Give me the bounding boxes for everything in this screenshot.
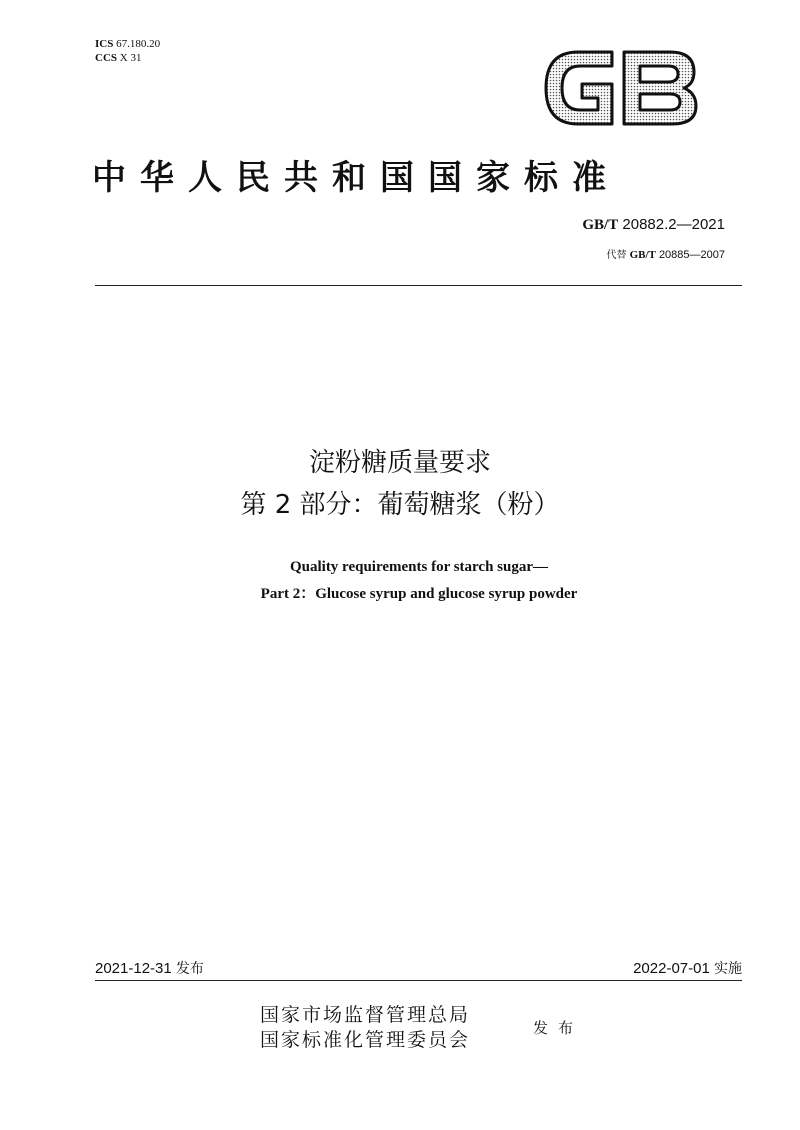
ccs-code: CCS X 31	[95, 52, 142, 64]
publish-label: 发布	[533, 1019, 584, 1037]
issuer-sac: 国家标准化管理委员会	[260, 1029, 471, 1051]
standard-number: GB/T 20882.2—2021	[582, 216, 725, 233]
classification-codes	[95, 37, 160, 65]
title-zh-line2: 第 2 部分：葡萄糖浆（粉）	[240, 490, 560, 520]
title-en-line2: Part 2：Glucose syrup and glucose syrup powder	[260, 586, 578, 602]
replaces-standard: 代替 GB/T 20885—2007	[606, 249, 725, 261]
issue-date: 2021-12-31 发布	[95, 960, 204, 977]
issuing-authorities	[260, 1003, 470, 1053]
footer-divider	[95, 980, 742, 981]
issuer-samr: 国家市场监督管理总局	[260, 1004, 471, 1026]
title-en-line1: Quality requirements for starch sugar—	[289, 559, 549, 575]
implementation-date: 2022-07-01 实施	[633, 960, 742, 977]
title-zh-line1: 淀粉糖质量要求	[308, 448, 491, 478]
ics-code: ICS 67.180.20	[95, 38, 161, 50]
national-standard-title: 中华人民共和国国家标准	[92, 158, 620, 198]
header-divider	[95, 285, 742, 286]
gb-standard-logo-icon	[540, 46, 700, 130]
